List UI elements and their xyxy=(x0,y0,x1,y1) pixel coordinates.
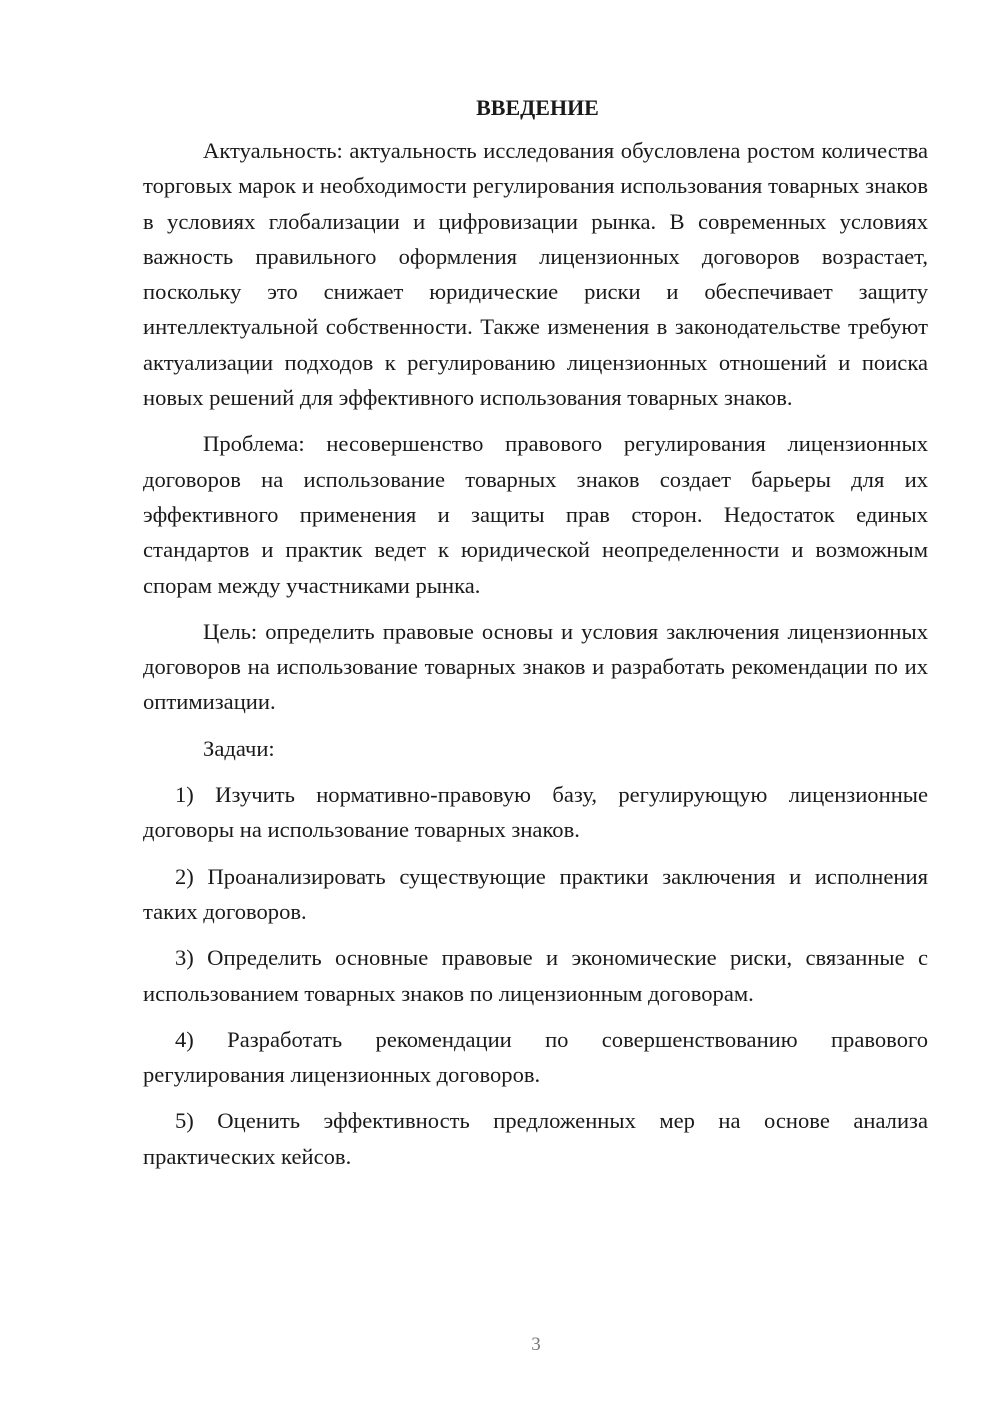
task-item: 1) Изучить нормативно-правовую базу, регулирующую лицензионные договоры на использование товарных знаков. xyxy=(143,782,928,843)
section-title: ВВЕДЕНИЕ xyxy=(476,95,599,120)
goal-paragraph: Цель: определить правовые основы и условия заключения лицензионных договоров на использование товарных знаков и разработать рекомендации по их оптимизации. xyxy=(143,618,928,715)
task-item: 2) Проанализировать существующие практики заключения и исполнения таких договоров. xyxy=(143,863,928,924)
problem-paragraph: Проблема: несовершенство правового регулирования лицензионных договоров на использование товарных знаков создает барьеры для их эффективного применения и защиты прав сторон. Недостаток единых стандартов и практик ведет к юридической неопределенности и возможным спорам между участниками рынка. xyxy=(143,431,928,598)
task-item: 3) Определить основные правовые и экономические риски, связанные с использованием товарных знаков по лицензионным договорам. xyxy=(143,945,928,1006)
task-item: 5) Оценить эффективность предложенных мер на основе анализа практических кейсов. xyxy=(143,1108,928,1169)
page-content xyxy=(143,90,928,1174)
task-item: 4) Разработать рекомендации по совершенствованию правового регулирования лицензионных договоров. xyxy=(143,1026,928,1088)
relevance-paragraph: Актуальность: актуальность исследования обусловлена ростом количества торговых марок и необходимости регулирования использования товарных знаков в условиях глобализации и цифровизации рынка. В современных условиях важность правильного оформления лицензионных договоров возрастает, поскольку это снижает юридические риски и обеспечивает защиту интеллектуальной собственности. Также изменения в законодательстве требуют актуализации подходов к регулированию лицензионных отношений и поиска новых решений для эффективного использования товарных знаков. xyxy=(143,138,928,411)
page-number: 3 xyxy=(531,1334,541,1355)
tasks-heading: Задачи: xyxy=(203,735,275,761)
